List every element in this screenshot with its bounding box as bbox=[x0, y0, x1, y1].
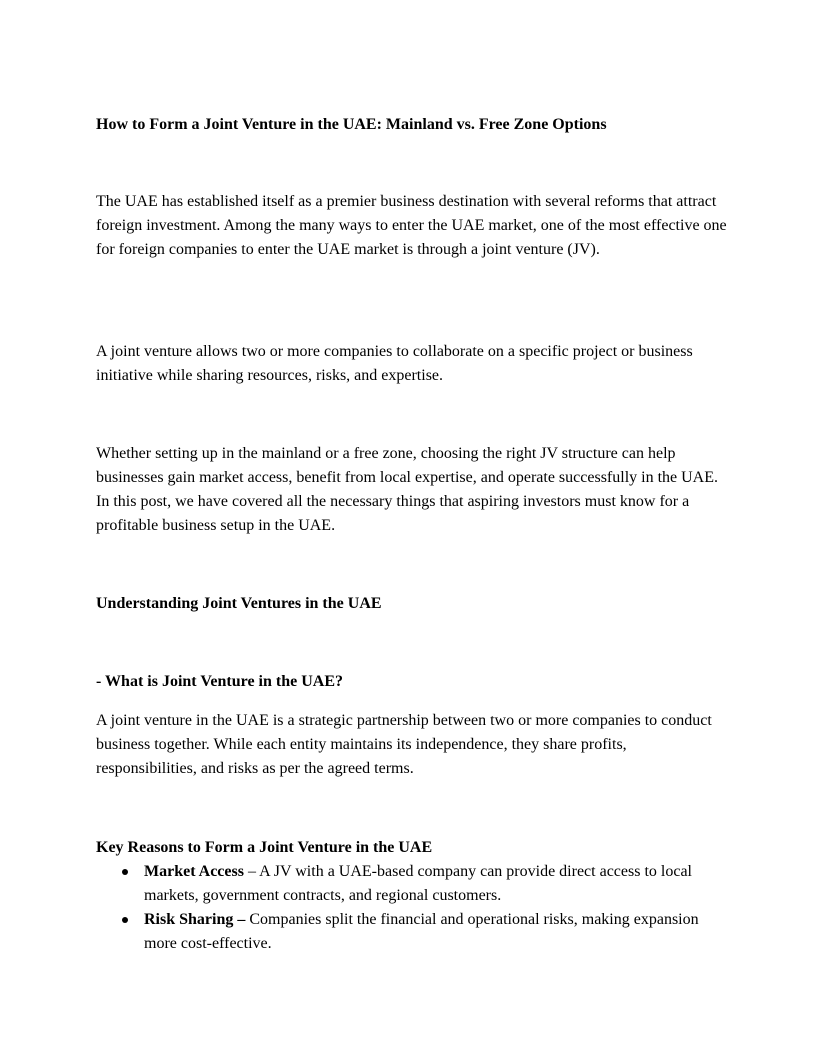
reasons-list bbox=[96, 860, 728, 956]
bullet-text: – A JV with a UAE-based company can provide direct access to local markets, government contracts, and regional customers. bbox=[144, 863, 692, 904]
list-item bbox=[96, 860, 728, 908]
subsection-heading: - What is Joint Venture in the UAE? bbox=[96, 673, 343, 690]
bullet-term: Risk Sharing – bbox=[144, 911, 250, 928]
section-heading: Understanding Joint Ventures in the UAE bbox=[96, 595, 382, 612]
intro-paragraph-1: The UAE has established itself as a premier business destination with several reforms that attract foreign investment. Among the many ways to enter the UAE market, one of the most effective one for foreign companies to enter the UAE market is through a joint venture (JV). bbox=[96, 193, 727, 258]
intro-paragraph-2: A joint venture allows two or more companies to collaborate on a specific project or business initiative while sharing resources, risks, and expertise. bbox=[96, 343, 693, 384]
bullet-term: Market Access bbox=[144, 863, 244, 880]
document-title: How to Form a Joint Venture in the UAE: Mainland vs. Free Zone Options bbox=[96, 116, 607, 133]
reasons-heading: Key Reasons to Form a Joint Venture in the UAE bbox=[96, 839, 433, 856]
list-item bbox=[96, 908, 728, 956]
bullet-icon bbox=[122, 869, 128, 875]
bullet-text: Companies split the financial and operational risks, making expansion more cost-effective. bbox=[144, 911, 699, 952]
bullet-icon bbox=[122, 917, 128, 923]
intro-paragraph-3: Whether setting up in the mainland or a free zone, choosing the right JV structure can help businesses gain market access, benefit from local expertise, and operate successfully in the UAE. In this post, we have covered all the necessary things that aspiring investors must know for a profitable business setup in the UAE. bbox=[96, 445, 719, 534]
subsection-paragraph: A joint venture in the UAE is a strategic partnership between two or more companies to conduct business together. While each entity maintains its independence, they share profits, responsibilities, and risks as per the agreed terms. bbox=[96, 712, 712, 777]
